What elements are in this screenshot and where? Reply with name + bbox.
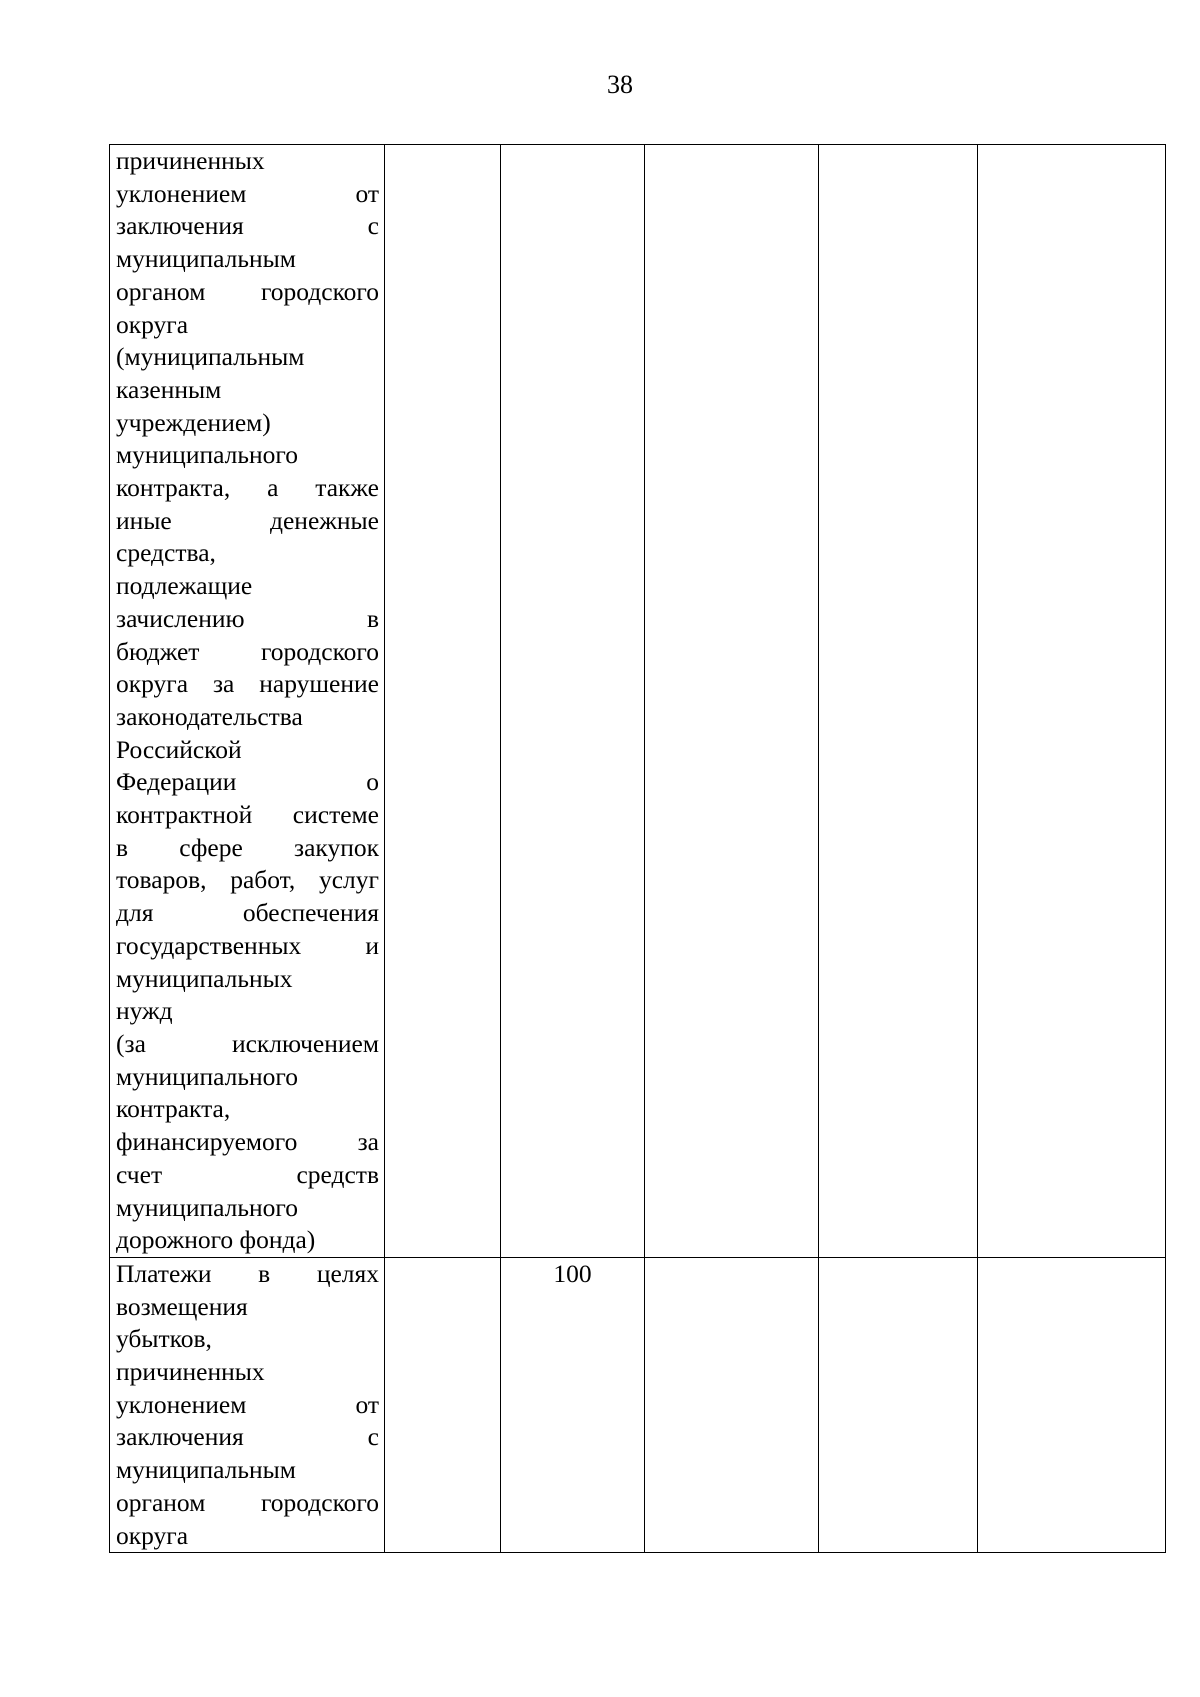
budget-revenue-table — [109, 144, 1166, 1553]
text-line — [116, 930, 379, 963]
text-word: городского — [260, 276, 379, 306]
revenue-description-text — [110, 1258, 384, 1552]
text-line — [116, 799, 379, 832]
text-word: контракта, — [116, 473, 231, 503]
text-word: а — [267, 473, 279, 503]
text-line: причиненных — [116, 146, 265, 175]
text-word: иные — [116, 505, 172, 535]
text-line: дорожного фонда) — [116, 1225, 316, 1255]
text-line: муниципального — [116, 1061, 298, 1091]
text-word: от — [355, 1389, 379, 1419]
text-word: уклонением — [116, 178, 247, 208]
text-line — [116, 832, 379, 865]
text-word: за — [212, 669, 235, 699]
table-cell — [385, 145, 501, 1258]
text-word: денежные — [270, 505, 379, 535]
table-row — [110, 145, 1166, 1258]
text-word: зачислению — [116, 603, 245, 633]
text-word: товаров, — [116, 865, 207, 895]
table-cell — [819, 145, 978, 1258]
text-word: и — [365, 930, 379, 960]
text-word: в — [116, 832, 129, 862]
text-line: муниципальных — [116, 963, 293, 993]
text-line — [116, 1159, 379, 1192]
text-line: законодательства — [116, 701, 303, 731]
table-cell — [645, 145, 819, 1258]
revenue-description-cell — [110, 1257, 385, 1552]
text-word: обеспечения — [242, 898, 379, 928]
text-word: счет — [116, 1159, 163, 1189]
text-word: (за — [116, 1028, 146, 1058]
text-line — [116, 472, 379, 505]
text-word: для — [116, 898, 154, 928]
text-word: от — [355, 178, 379, 208]
table-cell — [645, 1257, 819, 1552]
text-word: нарушение — [259, 669, 379, 699]
text-word: городского — [260, 636, 379, 666]
table-cell — [978, 145, 1166, 1258]
text-word: государственных — [116, 930, 302, 960]
text-line: причиненных — [116, 1357, 265, 1387]
text-line: средства, — [116, 538, 216, 568]
text-word: за — [357, 1127, 379, 1157]
text-word: финансируемого — [116, 1127, 298, 1157]
text-word: городского — [260, 1487, 379, 1517]
text-line — [116, 603, 379, 636]
text-word: услуг — [318, 865, 379, 895]
revenue-description-cell — [110, 145, 385, 1258]
text-line — [116, 1421, 379, 1454]
text-word: о — [366, 767, 379, 797]
text-line — [116, 178, 379, 211]
text-word: закупок — [294, 832, 379, 862]
text-line: учреждением) — [116, 407, 271, 437]
text-line — [116, 1258, 379, 1291]
text-word: Платежи — [116, 1258, 212, 1288]
table-row — [110, 1257, 1166, 1552]
text-line — [116, 897, 379, 930]
text-line: муниципального — [116, 440, 298, 470]
text-line: округа — [116, 1520, 189, 1550]
text-line — [116, 505, 379, 538]
text-word: системе — [292, 800, 379, 830]
table-cell — [385, 1257, 501, 1552]
page-number: 38 — [607, 70, 633, 99]
text-line — [116, 636, 379, 669]
text-line — [116, 1126, 379, 1159]
text-word: также — [315, 473, 379, 503]
text-line: контракта, — [116, 1094, 231, 1124]
text-line: (муниципальным — [116, 342, 305, 372]
text-word: сфере — [179, 832, 243, 862]
table-cell — [978, 1257, 1166, 1552]
text-line: округа — [116, 309, 189, 339]
text-line — [116, 1389, 379, 1422]
amount-cell — [501, 145, 645, 1258]
text-word: в — [258, 1258, 271, 1288]
text-word: уклонением — [116, 1389, 247, 1419]
text-word: округа — [116, 669, 189, 699]
text-line — [116, 1487, 379, 1520]
text-line: возмещения — [116, 1291, 248, 1321]
text-line: муниципального — [116, 1192, 298, 1222]
revenue-description-text — [110, 145, 384, 1257]
text-word: заключения — [116, 211, 244, 241]
text-line: убытков, — [116, 1324, 212, 1354]
text-line — [116, 1028, 379, 1061]
amount-cell: 100 — [501, 1257, 645, 1552]
text-line — [116, 276, 379, 309]
text-word: в — [366, 603, 379, 633]
text-line: нужд — [116, 996, 173, 1026]
text-line: муниципальным — [116, 244, 296, 274]
text-word: Федерации — [116, 767, 237, 797]
text-word: целях — [316, 1258, 379, 1288]
text-word: с — [367, 211, 379, 241]
text-word: органом — [116, 276, 206, 306]
table-cell — [819, 1257, 978, 1552]
text-word: контрактной — [116, 800, 253, 830]
text-word: органом — [116, 1487, 206, 1517]
text-word: заключения — [116, 1422, 244, 1452]
text-word: работ, — [230, 865, 296, 895]
text-word: исключением — [231, 1028, 379, 1058]
text-word: с — [367, 1422, 379, 1452]
text-line — [116, 864, 379, 897]
text-line: Российской — [116, 734, 242, 764]
text-line: подлежащие — [116, 571, 253, 601]
text-line: муниципальным — [116, 1455, 296, 1485]
text-line — [116, 766, 379, 799]
text-word: средств — [296, 1159, 379, 1189]
text-word: бюджет — [116, 636, 200, 666]
text-line — [116, 668, 379, 701]
text-line: казенным — [116, 374, 222, 404]
text-line — [116, 210, 379, 243]
